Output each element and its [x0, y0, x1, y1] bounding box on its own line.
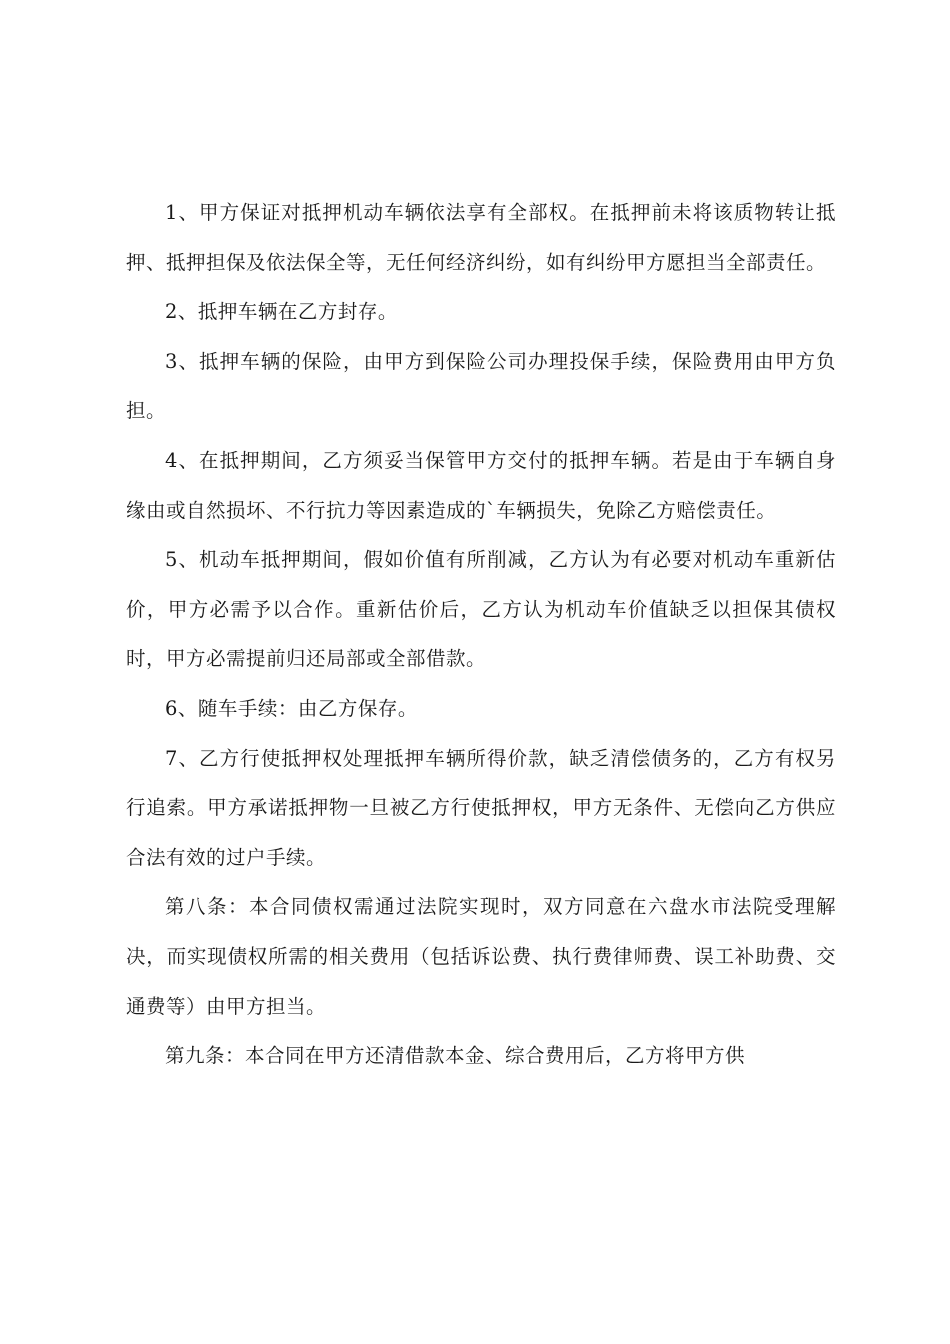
paragraph-clause-7: 7、乙方行使抵押权处理抵押车辆所得价款，缺乏清偿债务的，乙方有权另行追索。甲方承诺抵押物一旦被乙方行使抵押权，甲方无条件、无偿向乙方供应合法有效的过户手续。	[126, 746, 836, 869]
paragraph-article-9: 第九条：本合同在甲方还清借款本金、综合费用后，乙方将甲方供	[165, 1044, 746, 1068]
paragraph-clause-2: 2、抵押车辆在乙方封存。	[165, 300, 398, 324]
document-body	[126, 188, 836, 1081]
paragraph-article-8: 第八条：本合同债权需通过法院实现时，双方同意在六盘水市法院受理解决，而实现债权所需的相关费用（包括诉讼费、执行费律师费、误工补助费、交通费等）由甲方担当。	[126, 895, 836, 1018]
paragraph-clause-3: 3、抵押车辆的保险，由甲方到保险公司办理投保手续，保险费用由甲方负担。	[126, 349, 836, 423]
paragraph-clause-6: 6、随车手续：由乙方保存。	[165, 696, 418, 720]
paragraph-clause-1: 1、甲方保证对抵押机动车辆依法享有全部权。在抵押前未将该质物转让抵押、抵押担保及依法保全等，无任何经济纠纷，如有纠纷甲方愿担当全部责任。	[126, 201, 836, 274]
paragraph-clause-5: 5、机动车抵押期间，假如价值有所削减，乙方认为有必要对机动车重新估价，甲方必需予以合作。重新估价后，乙方认为机动车价值缺乏以担保其债权时，甲方必需提前归还局部或全部借款。	[126, 548, 836, 671]
paragraph-clause-4: 4、在抵押期间，乙方须妥当保管甲方交付的抵押车辆。若是由于车辆自身缘由或自然损坏、不行抗力等因素造成的`车辆损失，免除乙方赔偿责任。	[126, 448, 836, 522]
